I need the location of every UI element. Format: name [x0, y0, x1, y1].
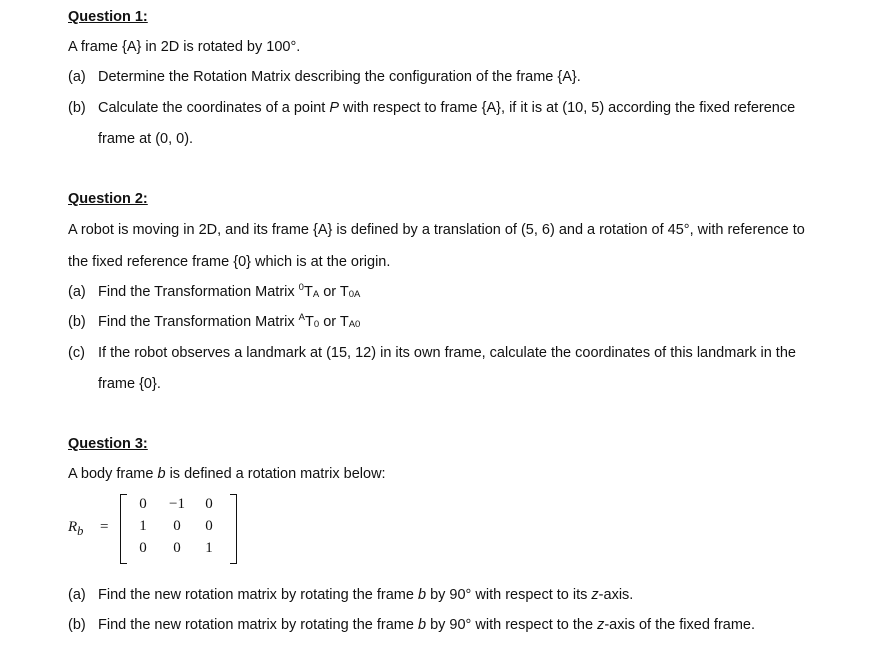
rotation-matrix — [125, 496, 230, 562]
matrix-cell-r3c1: 0 — [139, 540, 147, 556]
q2-b-or: or T — [319, 314, 349, 330]
q3-a-post: -axis. — [598, 587, 634, 603]
q1-intro: A frame {A} in 2D is rotated by 100°. — [68, 39, 301, 55]
q2-part-a — [68, 284, 360, 300]
q3-a-label: (a) — [68, 587, 86, 603]
q1-part-b — [68, 100, 795, 116]
q2-a-or: or T — [319, 284, 349, 300]
q2-a-T: T — [303, 284, 313, 300]
q3-part-a — [68, 587, 633, 603]
q1-heading: Question 1: — [68, 9, 148, 25]
q2-b-sup: A — [298, 312, 306, 323]
q2-b-sub2: A0 — [348, 319, 361, 330]
matrix-subscript: b — [77, 524, 84, 538]
q1-b-text-pre: Calculate the coordinates of a point — [98, 100, 330, 116]
q3-intro — [68, 466, 386, 482]
q2-a-sub: A — [312, 289, 320, 300]
q1-a-text: Determine the Rotation Matrix describing the configuration of the frame {A}. — [98, 69, 581, 85]
q3-b-label: (b) — [68, 617, 86, 633]
q3-b-pre: Find the new rotation matrix by rotating the frame — [98, 617, 418, 633]
q2-c-text-cont: frame {0}. — [98, 376, 161, 392]
q3-a-pre: Find the new rotation matrix by rotating the frame — [98, 587, 418, 603]
q2-c-label: (c) — [68, 345, 85, 361]
q2-a-label: (a) — [68, 284, 86, 300]
q1-b-var: P — [329, 100, 340, 116]
q2-part-c — [68, 345, 796, 361]
q1-b-text-post: with respect to frame {A}, if it is at (10, 5) according the fixed reference — [339, 100, 796, 116]
q3-b-var: b — [417, 617, 427, 633]
matrix-right-bracket — [230, 494, 237, 564]
q3-b-mid: by 90° with respect to the — [426, 617, 598, 633]
q3-b-axis: z — [597, 617, 605, 633]
q2-intro-line2: the fixed reference frame {0} which is at the origin. — [68, 254, 391, 270]
matrix-cell-r3c2: 0 — [173, 540, 181, 556]
q2-intro-line1: A robot is moving in 2D, and its frame {A} is defined by a translation of (5, 6) and a rotation of 45°, with reference to — [68, 222, 805, 238]
matrix-cell-r3c3: 1 — [205, 540, 213, 556]
q1-a-label: (a) — [68, 69, 86, 85]
q3-heading: Question 3: — [68, 436, 148, 452]
matrix-symbol: R — [68, 519, 78, 535]
q2-a-sub2: 0A — [348, 289, 361, 300]
q3-a-mid: by 90° with respect to its — [426, 587, 592, 603]
matrix-cell-r1c1: 0 — [139, 496, 147, 512]
q3-a-var: b — [417, 587, 427, 603]
q3-part-b — [68, 617, 755, 633]
q2-part-b — [68, 314, 360, 330]
q2-a-text: Find the Transformation Matrix — [98, 284, 299, 300]
q3-intro-post: is defined a rotation matrix below: — [165, 466, 386, 482]
q2-b-label: (b) — [68, 314, 86, 330]
q3-b-post: -axis of the fixed frame. — [604, 617, 756, 633]
q1-b-label: (b) — [68, 100, 86, 116]
q2-heading: Question 2: — [68, 191, 148, 207]
q2-b-text: Find the Transformation Matrix — [98, 314, 299, 330]
q2-b-T: T — [305, 314, 314, 330]
q1-part-a — [68, 69, 581, 85]
q3-intro-var: b — [157, 466, 166, 482]
matrix-cell-r2c1: 1 — [139, 518, 147, 534]
q3-a-axis: z — [591, 587, 599, 603]
q3-intro-pre: A body frame — [68, 466, 158, 482]
q2-b-sub: 0 — [313, 319, 320, 330]
matrix-name — [68, 519, 83, 539]
matrix-cell-r1c2: −1 — [169, 496, 185, 512]
q2-c-text: If the robot observes a landmark at (15, 12) in its own frame, calculate the coordinates of this landmark in the — [98, 345, 796, 361]
matrix-cell-r1c3: 0 — [205, 496, 213, 512]
matrix-cell-r2c3: 0 — [205, 518, 213, 534]
q2-a-sup: 0 — [298, 282, 304, 293]
matrix-cell-r2c2: 0 — [173, 518, 181, 534]
matrix-equals: = — [100, 519, 109, 535]
q1-b-text-cont: frame at (0, 0). — [98, 131, 194, 147]
